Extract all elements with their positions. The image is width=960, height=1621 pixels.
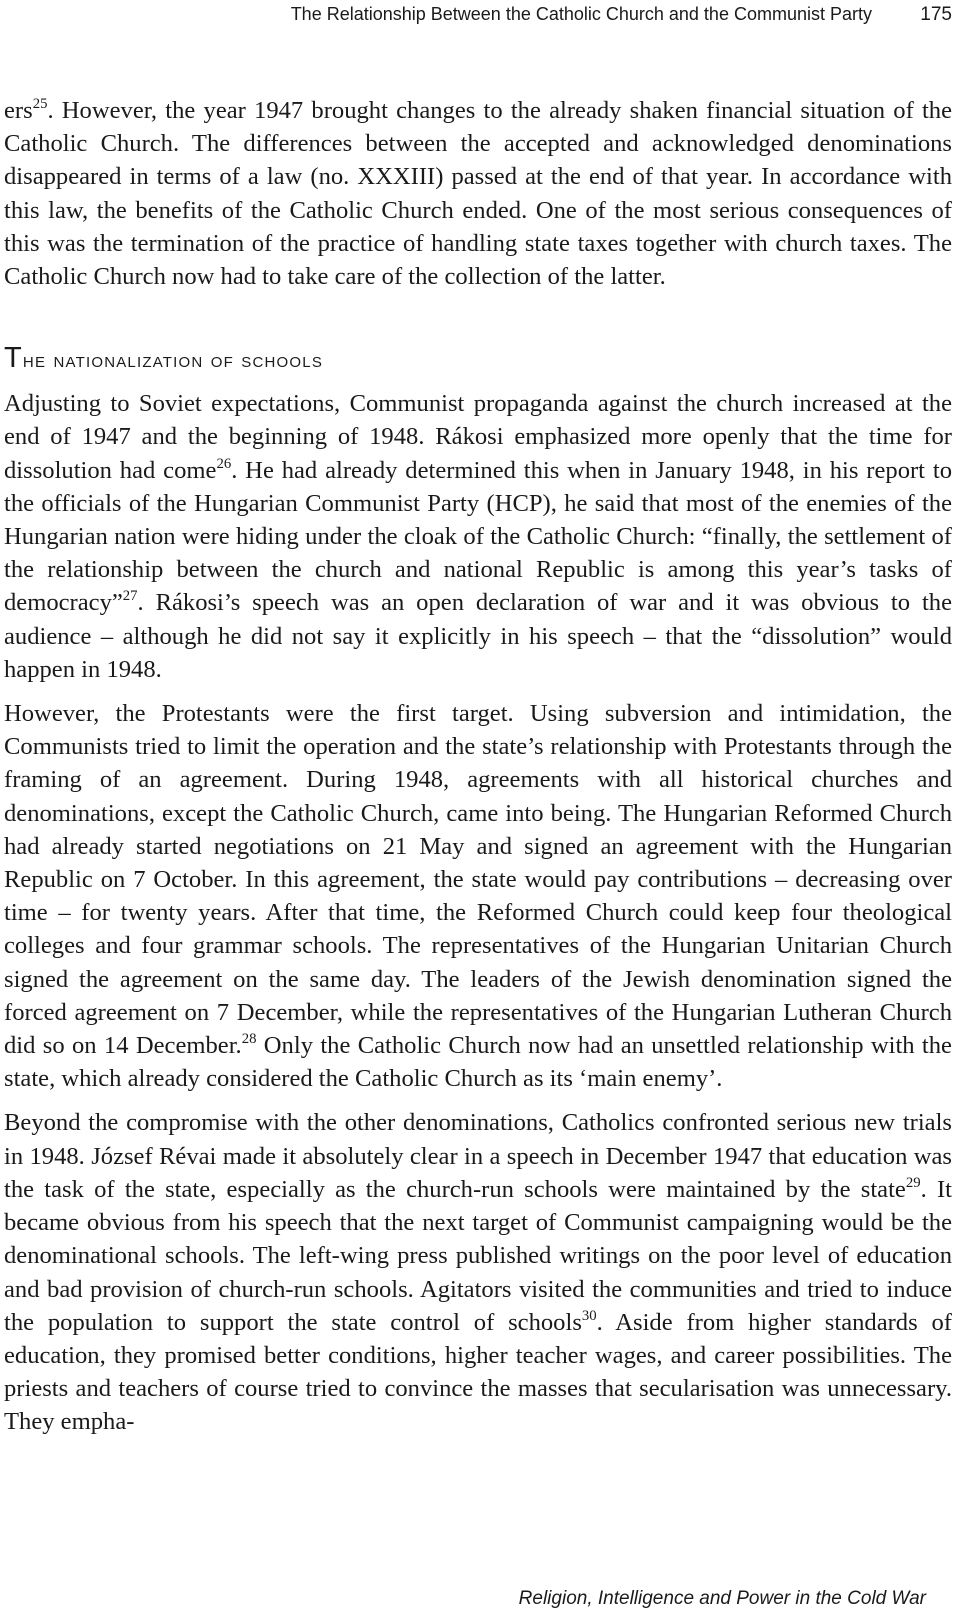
- paragraph-text: . It became obvious from his speech that the next target of Communist campaigning would be the denominational schools. The left-wing press published writings on the poor level of education and bad provision of church-run schools. Agitators visited the communities and tried to induce the population to support the state control of schools: [4, 1175, 952, 1336]
- footnote-ref-30[interactable]: 30: [581, 1307, 597, 1324]
- paragraph-text: However, the Protestants were the first target. Using subversion and intimidation, the Communists tried to limit the operation and the state’s relationship with Protestants through the framing of an agreement. During 1948, agreements with all historical churches and denominations, except the Catholic Church, came into being. The Hungarian Reformed Church had already started negotiations on 21 May and signed an agreement with the Hungarian Republic on 7 October. In this agreement, the state would pay contributions – decreasing over time – for twenty years. After that time, the Reformed Church could keep four theological colleges and four grammar schools. The representatives of the Hungarian Unitarian Church signed the agreement on the same day. The leaders of the Jewish denomination signed the forced agreement on 7 December, while the representatives of the Hungarian Lutheran Church did so on 14 December.: [4, 700, 952, 1060]
- paragraph-4: [4, 1106, 952, 1438]
- paragraph-text: Only the Catholic Church now had an unsettled relationship with the state, which already considered the Catholic Church as its ‘main enemy’.: [4, 1032, 952, 1093]
- paragraph-3: [4, 697, 952, 1095]
- footnote-ref-29[interactable]: 29: [905, 1174, 921, 1191]
- section-heading: The nationalization of schools: [4, 342, 324, 375]
- paragraph-1: [4, 94, 952, 293]
- paragraph-text: . However, the year 1947 brought changes to the already shaken financial situation of the Catholic Church. The differences between the accepted and acknowledged denominations disappeared in terms of a law (no. XXXIII) passed at the end of that year. In accordance with this law, the benefits of the Catholic Church ended. One of the most serious consequences of this was the termination of the practice of handling state taxes together with church taxes. The Catholic Church now had to take care of the collection of the latter.: [4, 97, 952, 291]
- footnote-ref-25[interactable]: 25: [32, 95, 48, 112]
- paragraph-text: . Rákosi’s speech was an open declaration of war and it was obvious to the audience – although he did not say it explicitly in his speech – that the “dissolution” would happen in 1948.: [4, 589, 952, 683]
- running-title: The Relationship Between the Catholic Church and the Communist Party: [290, 4, 872, 24]
- running-footer: Religion, Intelligence and Power in the Cold War: [518, 1588, 926, 1609]
- paragraph-text: . Aside from higher standards of education, they promised better conditions, higher teacher wages, and career possibilities. The priests and teachers of course tried to convince the masses that secularisation was unnecessary. They empha-: [4, 1308, 952, 1436]
- page-number: 175: [920, 4, 952, 25]
- paragraph-2: [4, 387, 952, 686]
- paragraph-text: Beyond the compromise with the other denominations, Catholics confronted serious new trials in 1948. József Révai made it absolutely clear in a speech in December 1947 that education was the task of the state, especially as the church-run schools were maintained by the state: [4, 1109, 952, 1203]
- paragraph-text: . He had already determined this when in January 1948, in his report to the officials of the Hungarian Communist Party (HCP), he said that most of the enemies of the Hungarian nation were hiding under the cloak of the Catholic Church: “finally, the settlement of the relationship between the church and national Republic is among this year’s tasks of democracy”: [4, 456, 952, 617]
- page-body: [4, 94, 952, 1439]
- footnote-ref-28[interactable]: 28: [241, 1031, 257, 1048]
- running-header: [0, 0, 960, 34]
- footnote-ref-27[interactable]: 27: [122, 588, 138, 605]
- paragraph-text: ers: [4, 97, 33, 124]
- footnote-ref-26[interactable]: 26: [216, 455, 232, 472]
- paragraph-text: Adjusting to Soviet expectations, Communist propaganda against the church increased at the end of 1947 and the beginning of 1948. Rákosi emphasized more openly that the time for dissolution had come: [4, 390, 952, 484]
